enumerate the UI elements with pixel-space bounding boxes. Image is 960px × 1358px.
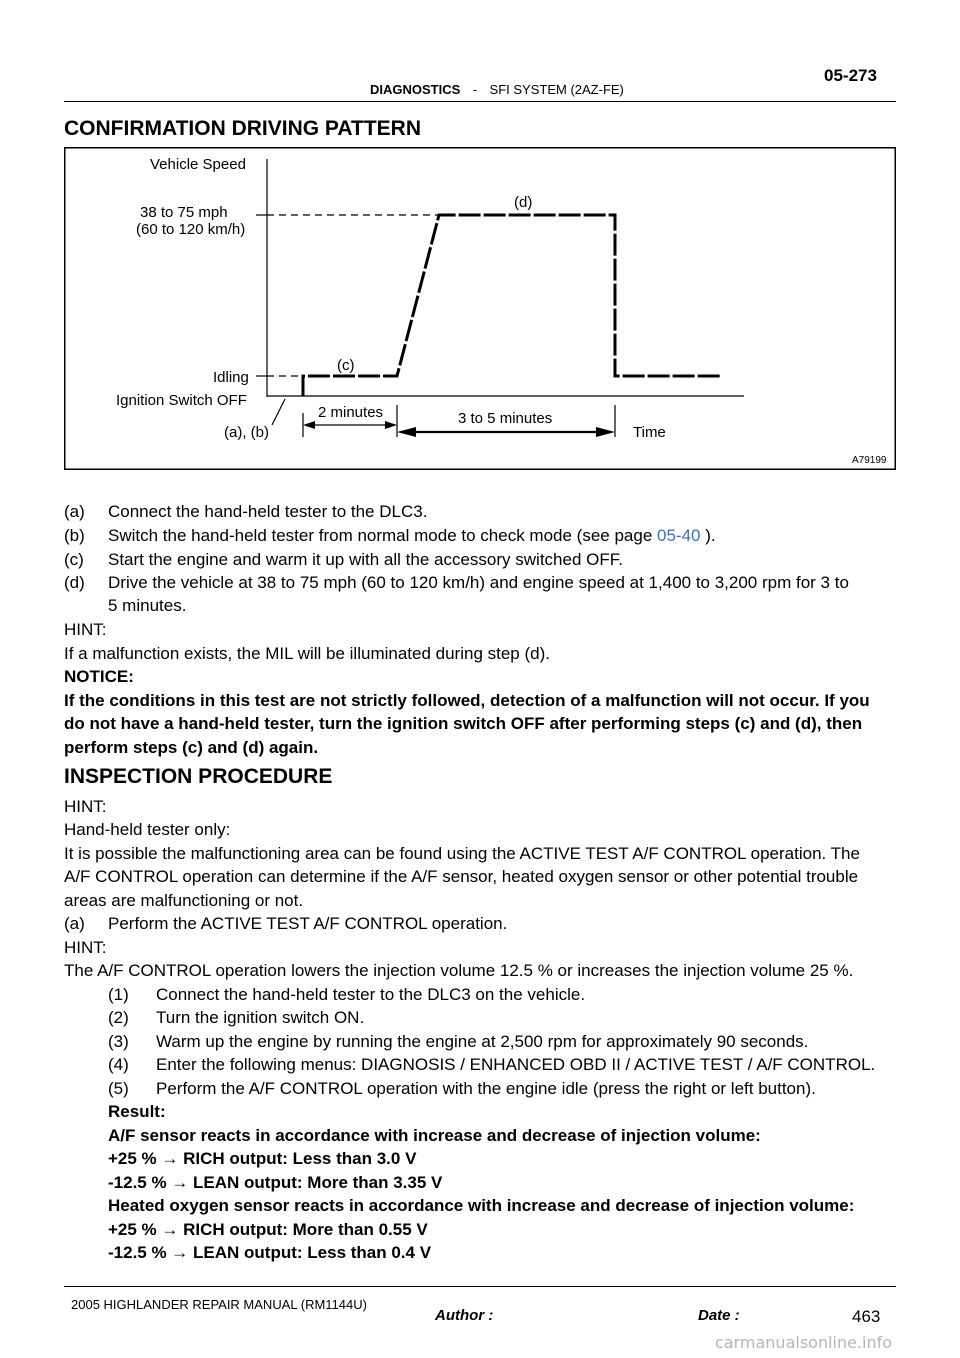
step-a-text: Connect the hand-held tester to the DLC3. — [108, 502, 428, 521]
label-step-ab: (a), (b) — [224, 424, 269, 441]
footer-rule — [64, 1286, 896, 1287]
result-line-3: -12.5 % → LEAN output: More than 3.35 V — [108, 1173, 443, 1192]
page-link-05-40[interactable]: 05-40 — [657, 526, 701, 545]
watermark-text: carmanualsonline.info — [715, 1333, 893, 1352]
label-speed-mph: 38 to 75 mph — [140, 204, 228, 221]
label-step-c: (c) — [337, 357, 355, 374]
hint3-label: HINT: — [64, 938, 107, 957]
step-b-text: Switch the hand-held tester from normal mode to check mode (see page — [108, 526, 658, 545]
substep-5 — [108, 1077, 816, 1101]
header-separator: - — [472, 82, 478, 97]
hint2-line-2: A/F CONTROL operation can determine if the A/F sensor, heated oxygen sensor or other potential trouble — [64, 867, 859, 886]
hint2-sub: Hand-held tester only: — [64, 820, 231, 839]
title-inspection-procedure: INSPECTION PROCEDURE — [64, 765, 333, 788]
inspection-step-a — [64, 912, 507, 936]
label-three-to-five-minutes: 3 to 5 minutes — [458, 410, 553, 427]
header-rule — [64, 101, 896, 102]
substep-4-num: (4) — [108, 1055, 129, 1074]
result-line-5: +25 % → RICH output: More than 0.55 V — [108, 1220, 428, 1239]
notice-line-1: If the conditions in this test are not strictly followed, detection of a malfunction will not occur. If you — [64, 691, 870, 710]
label-ignition-off: Ignition Switch OFF — [116, 392, 247, 409]
footer-page-number: 463 — [852, 1307, 881, 1326]
hint2-line-3: areas are malfunctioning or not. — [64, 891, 304, 910]
step-c-letter: (c) — [64, 550, 84, 569]
inspection-step-a-text: Perform the ACTIVE TEST A/F CONTROL operation. — [108, 914, 508, 933]
substep-1-num: (1) — [108, 985, 129, 1004]
substep-3-num: (3) — [108, 1032, 129, 1051]
inspection-step-a-letter: (a) — [64, 914, 85, 933]
substep-2-text: Turn the ignition switch ON. — [156, 1008, 365, 1027]
result-label: Result: — [108, 1102, 166, 1121]
label-idling: Idling — [213, 369, 249, 386]
label-speed-kmh: (60 to 120 km/h) — [136, 221, 246, 238]
label-vehicle-speed: Vehicle Speed — [150, 156, 246, 173]
notice-line-3: perform steps (c) and (d) again. — [64, 738, 319, 757]
title-confirmation-driving-pattern: CONFIRMATION DRIVING PATTERN — [64, 117, 421, 140]
footer-date-label: Date : — [698, 1307, 740, 1324]
hint3-text: The A/F CONTROL operation lowers the injection volume 12.5 % or increases the injection volume 25 %. — [64, 961, 854, 980]
step-a-letter: (a) — [64, 502, 85, 521]
step-c-line — [64, 548, 623, 572]
notice-label: NOTICE: — [64, 667, 134, 686]
result-line-1: A/F sensor reacts in accordance with increase and decrease of injection volume: — [108, 1126, 761, 1145]
hint2-label: HINT: — [64, 797, 107, 816]
figure-id: A79199 — [852, 455, 887, 466]
step-c-text: Start the engine and warm it up with all the accessory switched OFF. — [108, 550, 623, 569]
label-step-d: (d) — [514, 194, 533, 211]
result-line-6: -12.5 % → LEAN output: Less than 0.4 V — [108, 1243, 432, 1262]
footer-manual: 2005 HIGHLANDER REPAIR MANUAL (RM1144U) — [71, 1297, 367, 1312]
step-b-text-after: ). — [700, 526, 716, 545]
substep-1-text: Connect the hand-held tester to the DLC3 on the vehicle. — [156, 985, 586, 1004]
result-line-2: +25 % → RICH output: Less than 3.0 V — [108, 1149, 417, 1168]
page-code: 05-273 — [824, 66, 877, 85]
step-b-line — [64, 524, 716, 548]
substep-2-num: (2) — [108, 1008, 129, 1027]
hint1-label: HINT: — [64, 620, 107, 639]
substep-5-num: (5) — [108, 1079, 129, 1098]
substep-3 — [108, 1030, 808, 1054]
step-d-text-cont: 5 minutes. — [108, 596, 187, 615]
header-section — [370, 82, 624, 97]
substep-3-text: Warm up the engine by running the engine at 2,500 rpm for approximately 90 seconds. — [156, 1032, 809, 1051]
substep-4 — [108, 1053, 875, 1077]
substep-2 — [108, 1006, 364, 1030]
step-d-text: Drive the vehicle at 38 to 75 mph (60 to 120 km/h) and engine speed at 1,400 to 3,200 rpm for 3 to — [108, 573, 849, 592]
step-b-letter: (b) — [64, 526, 85, 545]
label-time: Time — [633, 424, 666, 441]
step-a-line — [64, 500, 427, 524]
footer-author-label: Author : — [435, 1307, 494, 1324]
header-section-name: DIAGNOSTICS — [370, 82, 461, 97]
notice-line-2: do not have a hand-held tester, turn the ignition switch OFF after performing steps (c) and (d), then — [64, 714, 863, 733]
substep-5-text: Perform the A/F CONTROL operation with the engine idle (press the right or left button). — [156, 1079, 816, 1098]
result-line-4: Heated oxygen sensor reacts in accordance with increase and decrease of injection volume: — [108, 1196, 855, 1215]
label-two-minutes: 2 minutes — [318, 404, 384, 421]
substep-4-text: Enter the following menus: DIAGNOSIS / ENHANCED OBD II / ACTIVE TEST / A/F CONTROL. — [156, 1055, 876, 1074]
hint1-text: If a malfunction exists, the MIL will be illuminated during step (d). — [64, 644, 550, 663]
step-d-letter: (d) — [64, 573, 85, 592]
substep-1 — [108, 983, 585, 1007]
hint2-line-1: It is possible the malfunctioning area can be found using the ACTIVE TEST A/F CONTROL operation. The — [64, 844, 860, 863]
header-subsection: SFI SYSTEM (2AZ-FE) — [489, 82, 624, 97]
driving-pattern-diagram — [64, 147, 896, 470]
step-d-line — [64, 571, 849, 595]
